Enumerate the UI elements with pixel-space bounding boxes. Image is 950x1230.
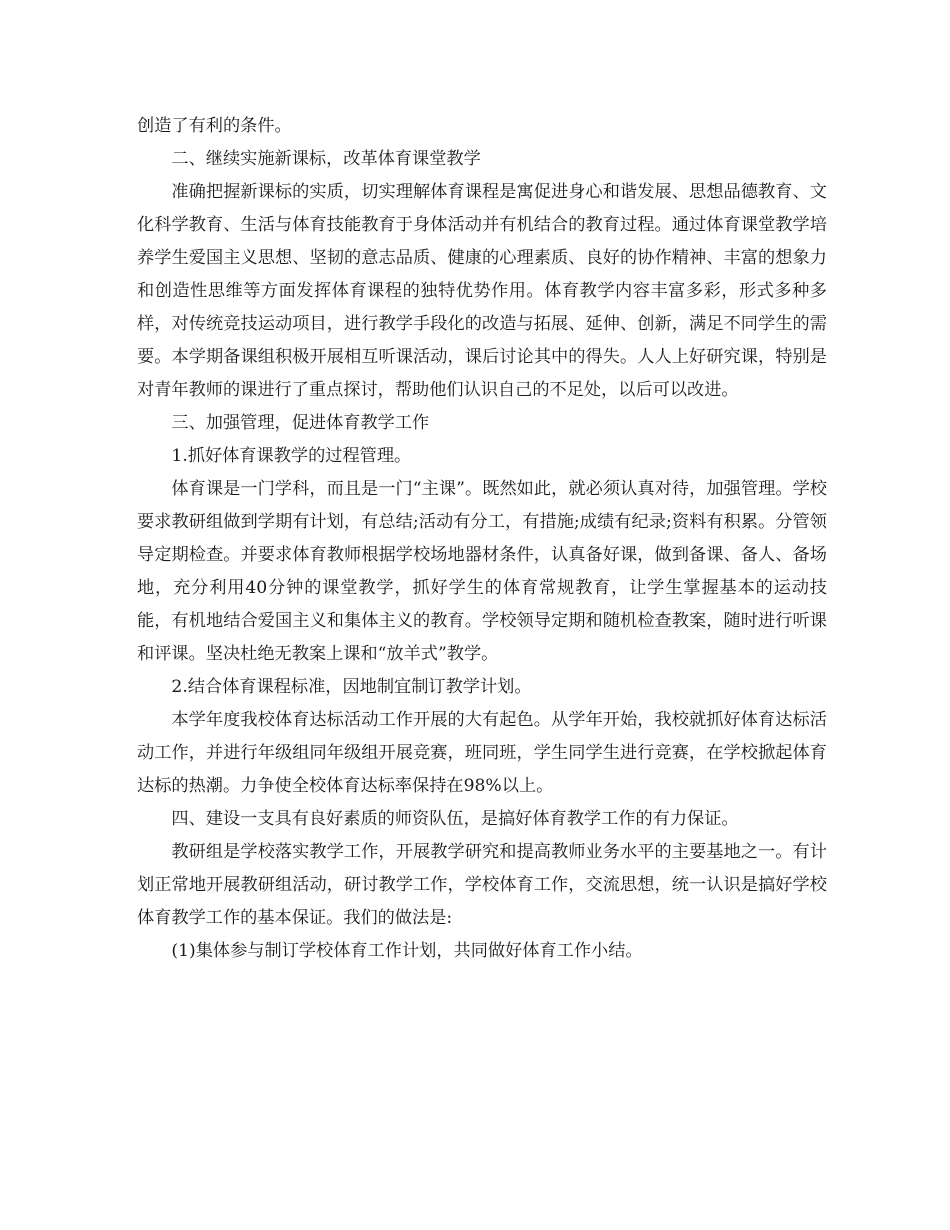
paragraph-curriculum: 准确把握新课标的实质，切实理解体育课程是寓促进身心和谐发展、思想品德教育、文化科学教育、生活与体育技能教育于身体活动并有机结合的教育过程。通过体育课堂教学培养学生爱国主义思想、坚韧的意志品质、健康的心理素质、良好的协作精神、丰富的想象力和创造性思维等方面发挥体育课程的独特优势作用。体育教学内容丰富多彩，形式多种多样，对传统竞技运动项目，进行教学手段化的改造与拓展、延伸、创新，满足不同学生的需要。本学期备课组积极开展相互听课活动，课后讨论其中的得失。人人上好研究课，特别是对青年教师的课进行了重点探讨，帮助他们认识自己的不足处，以后可以改进。 [137, 182, 827, 400]
paragraph-teaching-group: 教研组是学校落实教学工作，开展教学研究和提高教师业务水平的主要基地之一。有计划正常地开展教研组活动，研讨教学工作，学校体育工作，交流思想，统一认识是搞好学校体育教学工作的基本保证。我们的做法是: [137, 842, 827, 928]
section-heading-2: 二、继续实施新课标，改革体育课堂教学 [171, 149, 481, 169]
paragraph-management: 体育课是一门学科，而且是一门“主课”。既然如此，就必须认真对待，加强管理。学校要求教研组做到学期有计划，有总结;活动有分工，有措施;成绩有纪录;资料有积累。分管领导定期检查。并要求体育教师根据学校场地器材条件，认真备好课，做到备课、备人、备场地，充分利用40分钟的课堂教学，抓好学生的体育常规教育，让学生掌握基本的运动技能，有机地结合爱国主义和集体主义的教育。学校领导定期和随机检查教案，随时进行听课和评课。坚决杜绝无教案上课和“放羊式”教学。 [137, 479, 827, 664]
paragraph-fitness-standard: 本学年度我校体育达标活动工作开展的大有起色。从学年开始，我校就抓好体育达标活动工作，并进行年级组同年级组开展竞赛，班同班，学生同学生进行竞赛，在学校掀起体育达标的热潮。力争使全校体育达标率保持在98%以上。 [137, 710, 827, 796]
section-heading-3: 三、加强管理，促进体育教学工作 [171, 413, 430, 433]
subheading-2: 2.结合体育课程标准，因地制宜制订教学计划。 [171, 677, 532, 697]
paragraph-continuation: 创造了有利的条件。 [137, 116, 292, 136]
section-heading-4: 四、建设一支具有良好素质的师资队伍，是搞好体育教学工作的有力保证。 [171, 809, 739, 829]
document-body [137, 110, 827, 968]
list-item-1: (1)集体参与制订学校体育工作计划，共同做好体育工作小结。 [171, 941, 643, 961]
subheading-1: 1.抓好体育课教学的过程管理。 [171, 446, 412, 466]
